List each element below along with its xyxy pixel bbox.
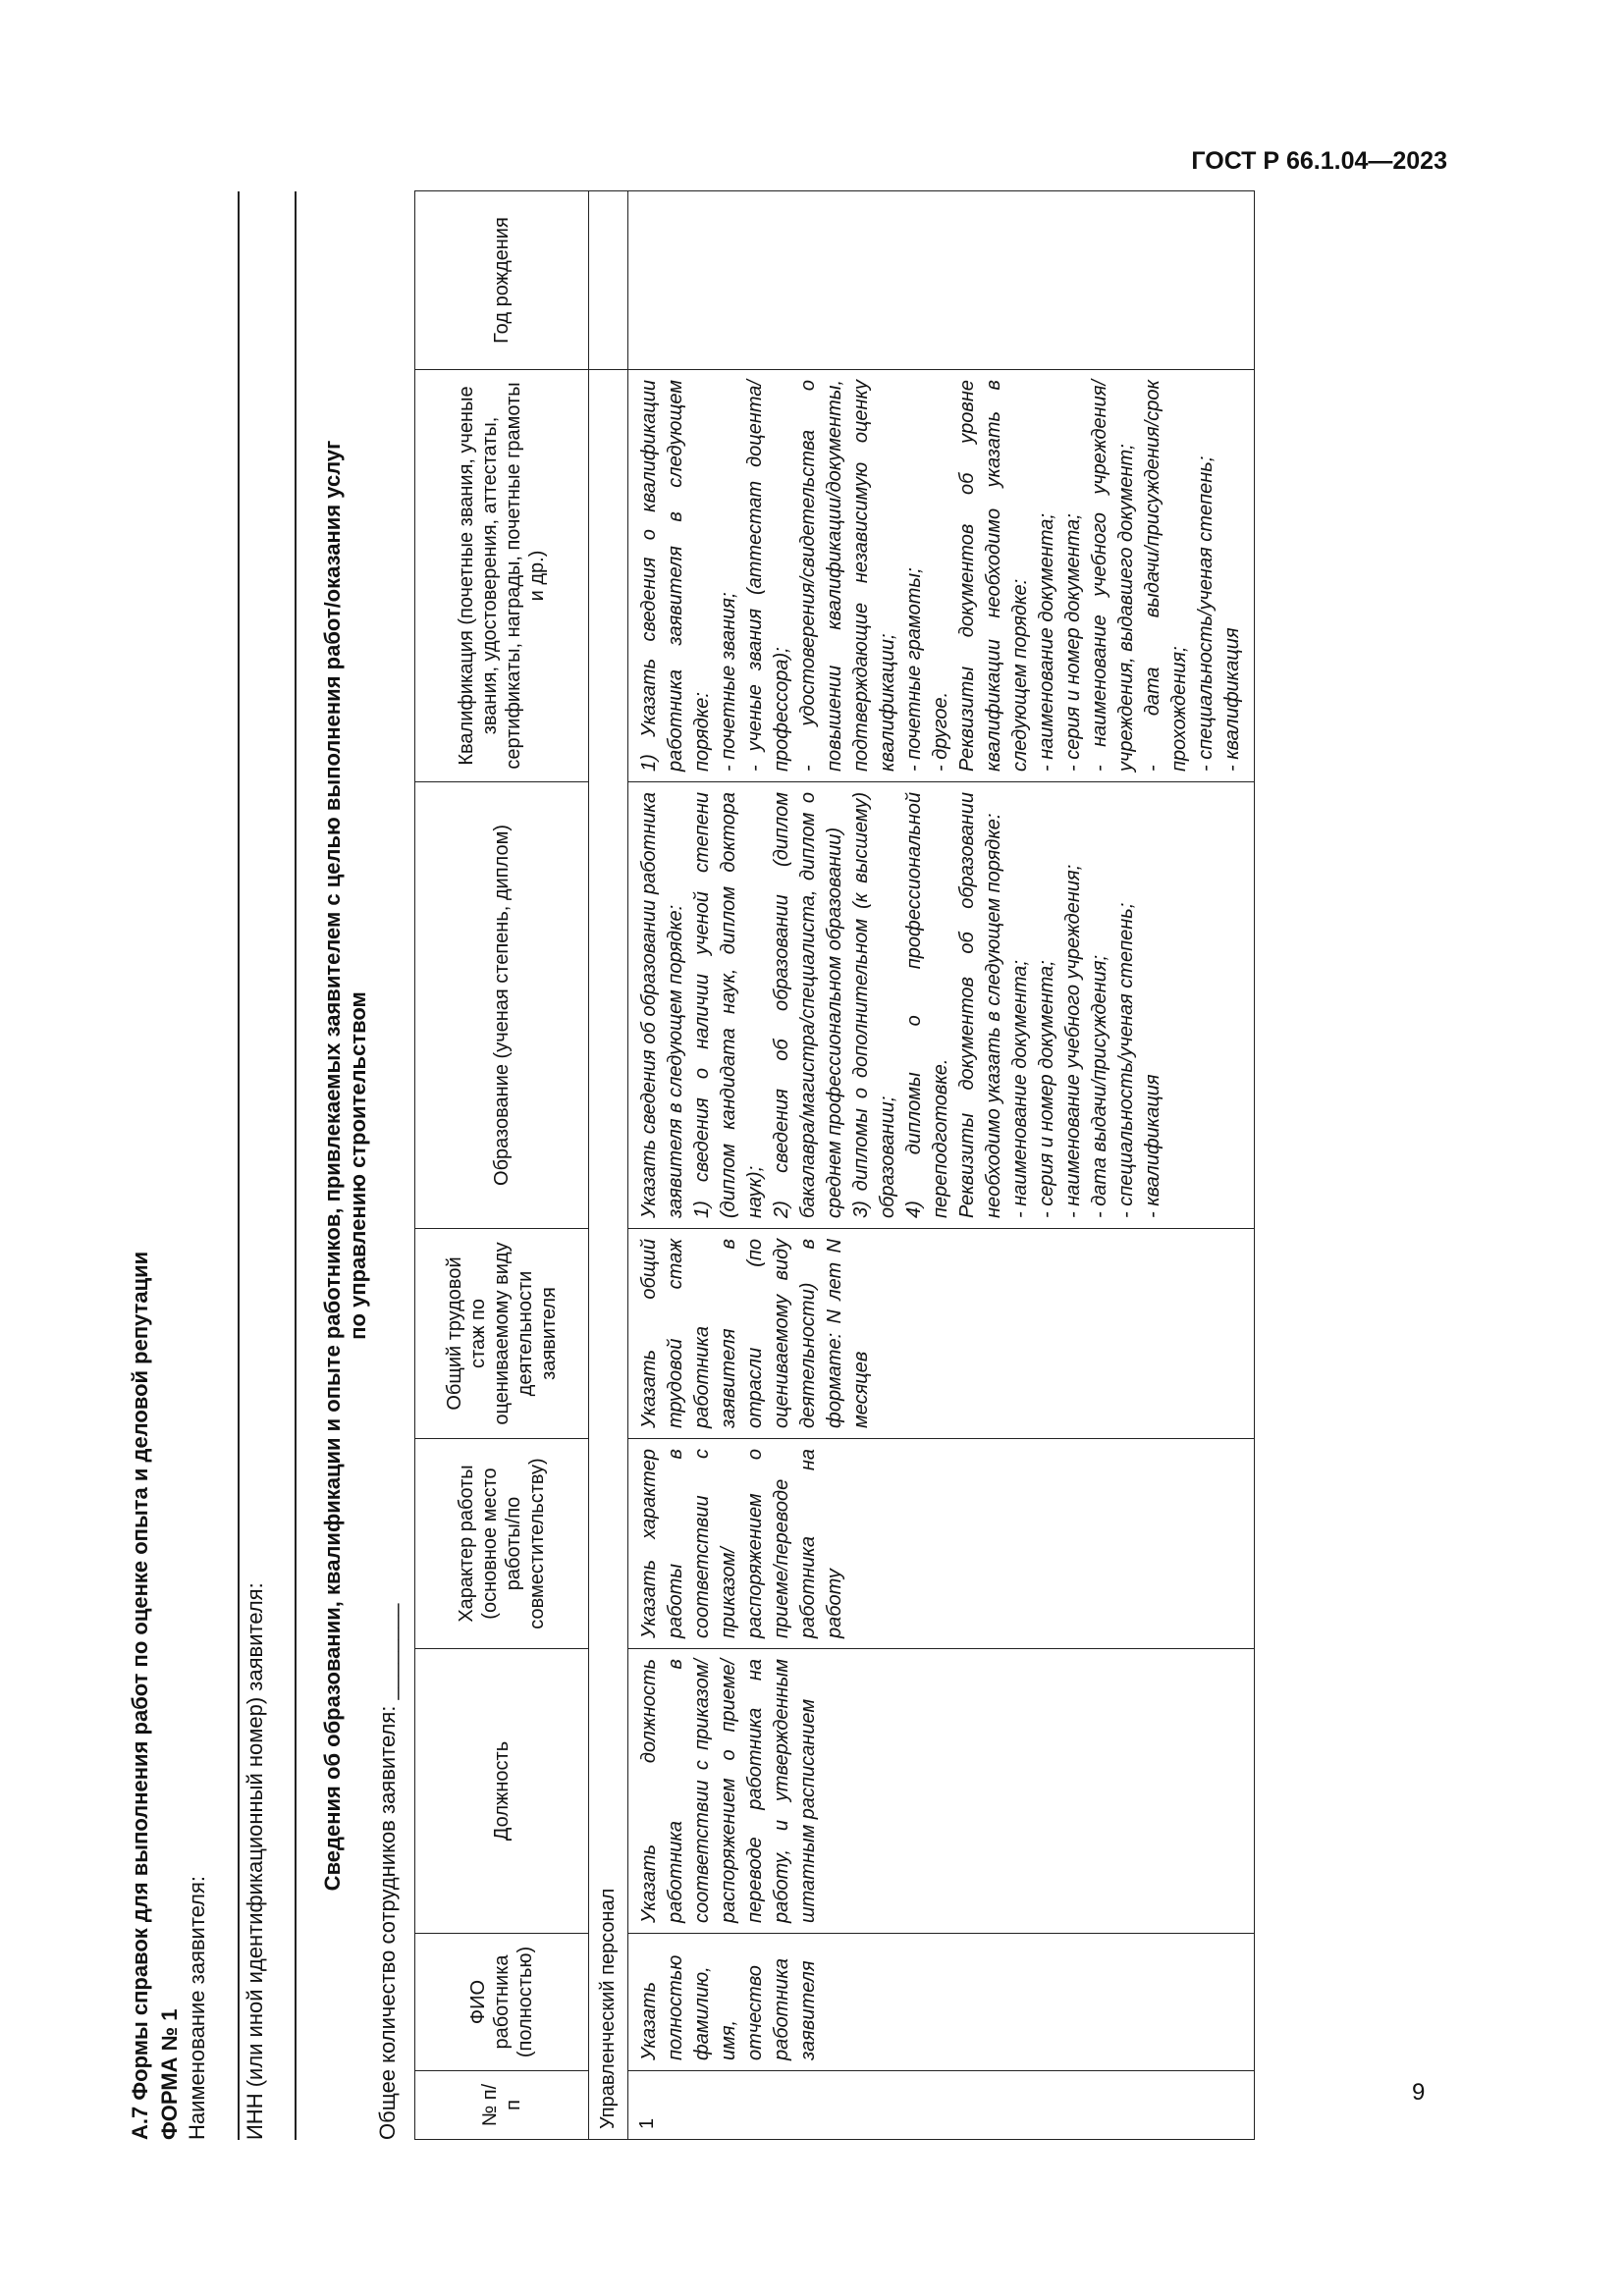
cell-qualification: [628, 370, 1255, 782]
education-line: 4) дипломы о профессиональной переподготовке.: [903, 792, 951, 1218]
section-title: А.7 Формы справок для выполнения работ по оценке опыта и деловой репутации: [128, 1251, 152, 2140]
employees-table: [414, 190, 1255, 2140]
education-line: 2) сведения об образовании (диплом бакалавра/магистра/специалиста, диплом о среднем профессиональном образовании): [771, 792, 845, 1218]
education-line: - серия и номер документа;: [1036, 960, 1057, 1218]
cell-education: [628, 782, 1255, 1229]
form-title: ФОРМА № 1: [157, 2008, 182, 2140]
education-line: 3) дипломы о дополнительном (к высшему) образовании;: [850, 792, 898, 1218]
qualification-line: 1) Указать сведения о квалификации работника заявителя в следующем порядке:: [638, 380, 713, 772]
qualification-line: - удостоверения/свидетельства о повышении квалификации/документы, подтверждающие независимую оценку квалификации;: [797, 380, 898, 772]
form-heading-line-1: Сведения об образовании, квалификации и опыте работников, привлекаемых заявителем с целью выполнения работ/оказания услуг: [320, 440, 345, 1892]
cell-num: 1: [628, 2071, 1255, 2140]
qualification-line: Реквизиты документов об уровне квалификации необходимо указать в следующем порядке:: [956, 380, 1031, 772]
inn-label: ИНН (или иной идентификационный номер) заявителя:: [243, 1582, 267, 2140]
rotated-page-content: [102, 191, 1467, 2140]
cell-work-type: Указать характер работы в соответствии с приказом/распоряжением о приеме/переводе работника на работу: [628, 1439, 1255, 1649]
header-work-type: Характер работы (основное место работы/по совместительству): [415, 1439, 589, 1649]
employee-count-label: Общее количество сотрудников заявителя: ________: [375, 1603, 400, 2140]
qualification-line: - наименование учебного учреждения/учреждения, выдавшего документ;: [1089, 380, 1137, 772]
header-birth-year: Год рождения: [415, 191, 589, 370]
qualification-line: - почетные грамоты;: [903, 567, 925, 772]
qualification-line: - специальность/ученая степень;: [1195, 455, 1217, 772]
table-row: [628, 191, 1255, 2140]
cell-fio: Указать полностью фамилию, имя, отчество работника заявителя: [628, 1934, 1255, 2071]
qualification-line: - почетные звания;: [718, 592, 739, 772]
education-line: Указать сведения об образовании работника заявителя в следующем порядке:: [638, 792, 686, 1218]
education-line: - наименование документа;: [1009, 960, 1031, 1218]
form-heading: [320, 191, 371, 2140]
group-empty-cell: [589, 191, 628, 370]
divider: [295, 191, 297, 2140]
education-line: - специальность/ученая степень;: [1115, 902, 1137, 1218]
education-line: - квалификация: [1142, 1074, 1164, 1218]
header-fio: ФИО работника (полностью): [415, 1934, 589, 2071]
group-row: [589, 191, 628, 2140]
divider: [238, 191, 240, 2140]
qualification-line: - наименование документа;: [1036, 513, 1057, 772]
header-experience: Общий трудовой стаж по оцениваемому виду деятельности заявителя: [415, 1229, 589, 1439]
group-label: Управленческий персонал: [589, 370, 628, 2140]
form-heading-line-2: по управлению строительством: [346, 991, 370, 1340]
qualification-line: - дата выдачи/присуждения/срок прохождения;: [1142, 380, 1190, 772]
header-education: Образование (ученая степень, диплом): [415, 782, 589, 1229]
cell-experience: Указать общий трудовой стаж работника заявителя в отрасли (по оцениваемому виду деятельности) в формате: N лет N месяцев: [628, 1229, 1255, 1439]
qualification-line: - серия и номер документа;: [1062, 513, 1084, 772]
applicant-name-label: Наименование заявителя:: [185, 1875, 209, 2140]
qualification-line: - ученые звания (аттестат доцента/профессора);: [744, 380, 792, 772]
cell-position: Указать должность работника в соответствии с приказом/распоряжением о приеме/переводе работника на работу, и утвержденным штатным расписанием: [628, 1649, 1255, 1934]
education-line: - дата выдачи/присуждения;: [1089, 954, 1110, 1218]
header-qualification: Квалификация (почетные звания, ученые звания, удостоверения, аттестаты, сертификаты, награды, почетные грамоты и др.): [415, 370, 589, 782]
table-header-row: [415, 191, 589, 2140]
page-number: 9: [1412, 2079, 1426, 2106]
header-num: № п/п: [415, 2071, 589, 2140]
education-line: 1) сведения о наличии ученой степени (диплом кандидата наук, диплом доктора наук);: [691, 792, 766, 1218]
cell-birth-year: [628, 191, 1255, 370]
qualification-line: - квалификация: [1221, 627, 1243, 772]
header-position: Должность: [415, 1649, 589, 1934]
qualification-line: - другое.: [930, 691, 951, 772]
education-line: - наименование учебного учреждения;: [1062, 864, 1084, 1218]
education-line: Реквизиты документов об образовании необходимо указать в следующем порядке:: [956, 792, 1004, 1218]
standard-number: ГОСТ Р 66.1.04—2023: [1191, 147, 1447, 175]
